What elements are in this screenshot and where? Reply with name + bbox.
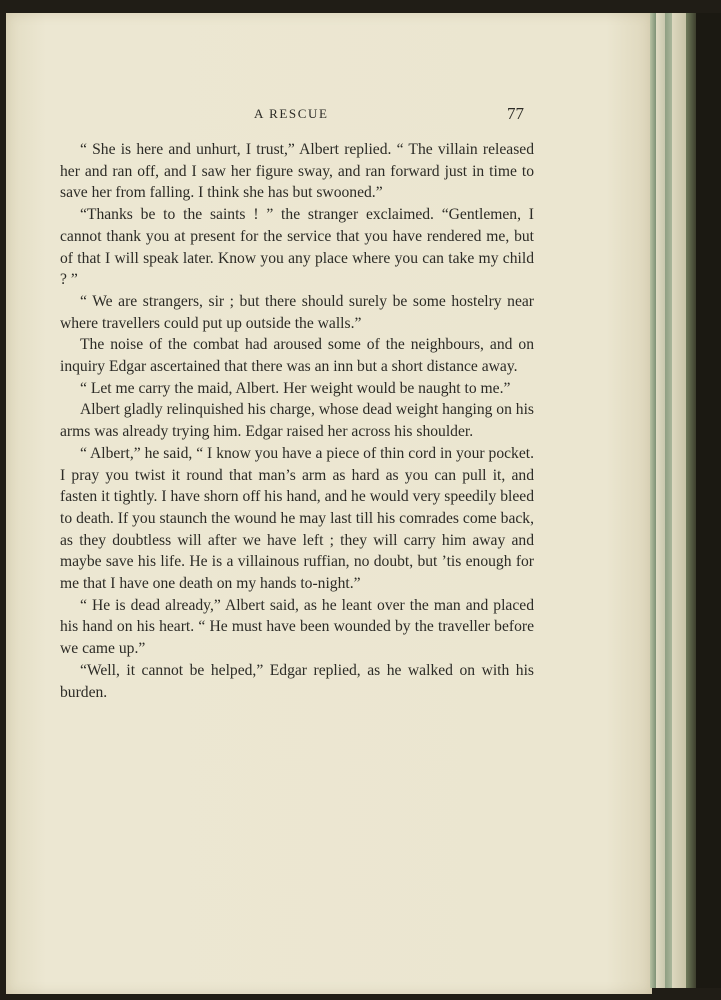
background: [696, 13, 721, 988]
paragraph: “ He is dead already,” Albert said, as he leant over the man and placed his hand on his heart. “ He must have been wounded by the traveller before we came up.”: [60, 596, 534, 658]
body-text: [60, 139, 534, 703]
chapter-title: A RESCUE: [254, 106, 329, 121]
book-page: [6, 13, 652, 994]
page-edge: [656, 13, 665, 988]
paragraph: Albert gladly relinquished his charge, whose dead weight hanging on his arms was already trying him. Edgar raised her across his shoulder.: [60, 401, 535, 441]
book-cover-edge: [686, 13, 696, 988]
paragraph: “ Albert,” he said, “ I know you have a piece of thin cord in your pocket. I pray you twist it round that man’s arm as hard as you can pull it, and fasten it tightly. I have shorn off his hand, and he would very speedily bleed to death. If you staunch the wound he may last till his comrades come back, as they doubtless will after we have left ; they will carry him away and maybe save his life. He is a villainous ruffian, no doubt, but ’tis enough for me that I have one death on my hands to-night.”: [60, 444, 534, 593]
paragraph: “ We are strangers, sir ; but there should surely be some hostelry near where travellers could put up outside the walls.”: [60, 292, 534, 332]
paragraph: The noise of the combat had aroused some of the neighbours, and on inquiry Edgar ascertained that there was an inn but a short distance away.: [60, 336, 534, 376]
page-edge: [672, 13, 686, 988]
page-edge: [665, 13, 672, 988]
paragraph: “Thanks be to the saints ! ” the stranger exclaimed. “Gentlemen, I cannot thank you at present for the service that you have rendered me, but of that I will speak later. Know you any place where you can take my child ? ”: [60, 206, 534, 289]
page-number: 77: [507, 104, 524, 123]
paragraph: “ She is here and unhurt, I trust,” Albert replied. “ The villain released her and ran off, and I saw her figure sway, and ran forward just in time to save her from falling. I think she has but swooned.”: [60, 141, 534, 202]
paragraph: “ Let me carry the maid, Albert. Her weight would be naught to me.”: [80, 379, 511, 397]
paragraph: “Well, it cannot be helped,” Edgar replied, as he walked on with his burden.: [60, 661, 534, 701]
